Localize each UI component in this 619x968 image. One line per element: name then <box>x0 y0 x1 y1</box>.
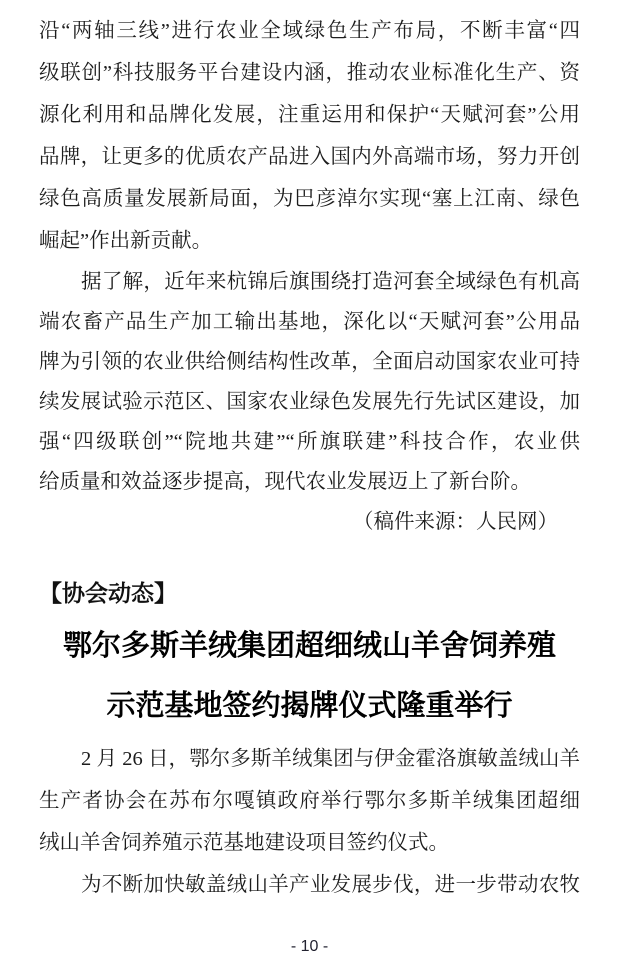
article-title-line1: 鄂尔多斯羊绒集团超细绒山羊舍饲养殖 <box>62 630 556 662</box>
paragraph-industry-development <box>39 864 580 906</box>
text-line: 绿色高质量发展新局面，为巴彦淖尔实现“塞上江南、绿色 <box>39 188 580 210</box>
text-line: 绒山羊舍饲养殖示范基地建设项目签约仪式。 <box>39 832 449 854</box>
text-line: 品牌，让更多的优质农产品进入国内外高端市场，努力开创 <box>39 146 580 168</box>
paragraph-signing-ceremony <box>39 738 580 864</box>
text-line: 端农畜产品生产加工输出基地，深化以“天赋河套”公用品 <box>39 311 580 333</box>
text-line: 据了解，近年来杭锦后旗围绕打造河套全域绿色有机高 <box>81 271 580 293</box>
paragraph-background-info <box>39 262 580 502</box>
text-line: 源化利用和品牌化发展，注重运用和保护“天赋河套”公用 <box>39 104 580 126</box>
text-line: 级联创”科技服务平台建设内涵，推动农业标准化生产、资 <box>39 62 580 84</box>
page-number: - 10 - <box>290 938 329 955</box>
text-line: 强“四级联创”“院地共建”“所旗联建”科技合作，农业供 <box>39 431 580 453</box>
text-line: 沿“两轴三线”进行农业全域绿色生产布局，不断丰富“四 <box>39 20 580 42</box>
text-line: 崛起”作出新贡献。 <box>39 230 213 252</box>
section-header-association-news: 【协会动态】 <box>39 580 177 606</box>
text-line: 牌为引领的农业供给侧结构性改革，全面启动国家农业可持 <box>39 351 580 373</box>
text-line: 生产者协会在苏布尔嘎镇政府举行鄂尔多斯羊绒集团超细 <box>39 790 580 812</box>
article-title-line2: 示范基地签约揭牌仪式隆重举行 <box>106 690 513 722</box>
paragraph-top-continuation <box>39 10 580 262</box>
text-line: 2 月 26 日，鄂尔多斯羊绒集团与伊金霍洛旗敏盖绒山羊 <box>81 748 580 770</box>
text-line: 为不断加快敏盖绒山羊产业发展步伐，进一步带动农牧 <box>81 874 580 896</box>
text-line: 续发展试验示范区、国家农业绿色发展先行先试区建设，加 <box>39 391 580 413</box>
source-attribution: （稿件来源：人民网） <box>353 511 558 533</box>
article-title <box>39 616 580 736</box>
text-line: 给质量和效益逐步提高，现代农业发展迈上了新台阶。 <box>39 471 531 493</box>
